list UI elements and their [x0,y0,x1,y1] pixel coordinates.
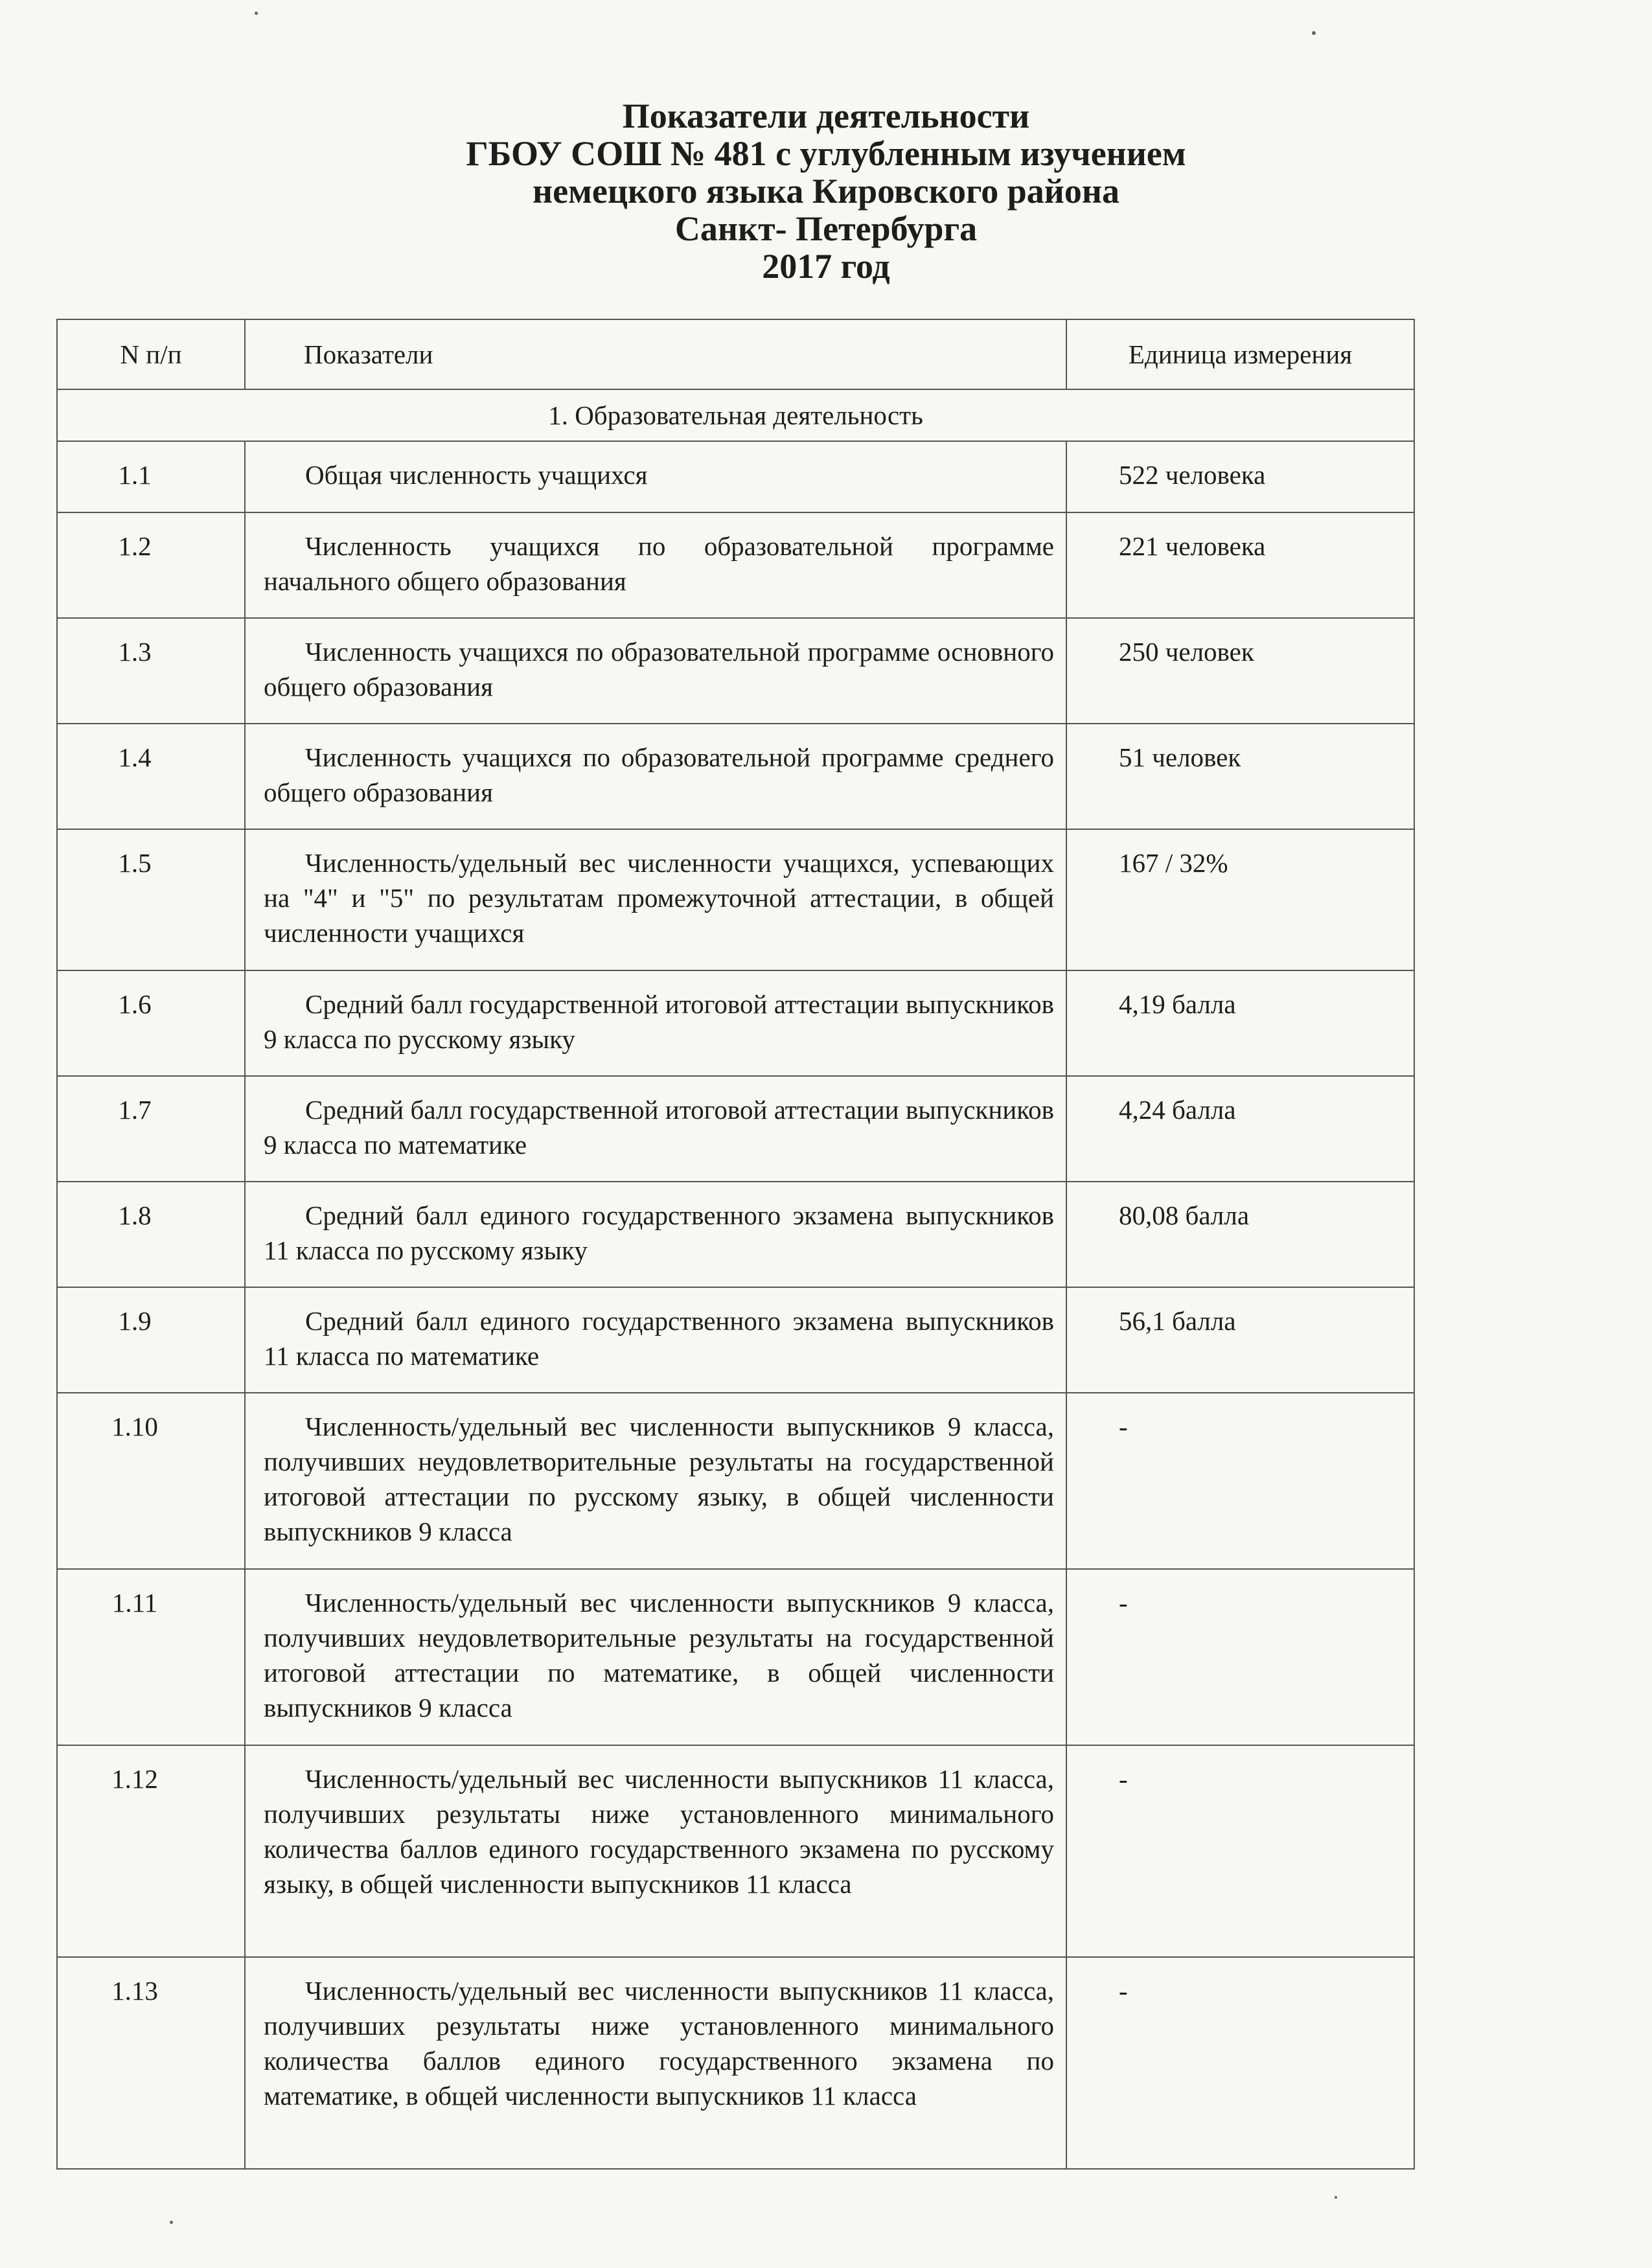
row-num: 1.12 [57,1745,245,1957]
table-row [57,1076,1414,1182]
table-row [57,724,1414,829]
table-row [57,970,1414,1076]
title-line-5: 2017 год [762,247,890,286]
scan-speck [1335,2196,1337,2199]
row-unit: 80,08 балла [1066,1182,1414,1287]
header-num: N п/п [57,319,245,389]
table-row [57,1957,1414,2169]
row-num: 1.6 [57,970,245,1076]
row-num: 1.10 [57,1393,245,1569]
row-indicator: Средний балл единого государственного экзамена выпускников 11 класса по математике [245,1287,1066,1393]
table-row [57,1569,1414,1745]
header-indicator: Показатели [245,319,1066,389]
scan-speck [1312,31,1316,35]
row-num: 1.7 [57,1076,245,1182]
row-indicator: Численность/удельный вес численности выпускников 11 класса, получивших результаты ниже установленного минимального количества баллов единого государственного экзамена по математике, в общей численности выпускников 11 класса [245,1957,1066,2169]
row-unit: - [1066,1569,1414,1745]
title-line-2: ГБОУ СОШ № 481 с углубленным изучением [466,134,1186,173]
row-unit: 56,1 балла [1066,1287,1414,1393]
row-unit: 51 человек [1066,724,1414,829]
document-title [0,97,1652,285]
row-indicator: Общая численность учащихся [245,441,1066,512]
table-header-row [57,319,1414,389]
table-row [57,1287,1414,1393]
row-indicator: Численность/удельный вес численности выпускников 9 класса, получивших неудовлетворительные результаты на государственной итоговой аттестации по русскому языку, в общей численности выпускников 9 класса [245,1393,1066,1569]
row-unit: 522 человека [1066,441,1414,512]
row-unit: 250 человек [1066,618,1414,724]
row-indicator: Численность учащихся по образовательной программе среднего общего образования [245,724,1066,829]
title-line-4: Санкт- Петербурга [674,209,978,248]
table-row [57,829,1414,970]
row-indicator: Средний балл государственной итоговой аттестации выпускников 9 класса по математике [245,1076,1066,1182]
row-unit: 221 человека [1066,512,1414,618]
section-title: 1. Образовательная деятельность [57,389,1414,441]
row-unit: 4,19 балла [1066,970,1414,1076]
header-unit: Единица измерения [1066,319,1414,389]
section-row [57,389,1414,441]
row-unit: - [1066,1957,1414,2169]
row-num: 1.4 [57,724,245,829]
row-num: 1.8 [57,1182,245,1287]
row-num: 1.3 [57,618,245,724]
row-indicator: Численность учащихся по образовательной программе начального общего образования [245,512,1066,618]
row-num: 1.1 [57,441,245,512]
table-row [57,1393,1414,1569]
row-indicator: Средний балл единого государственного экзамена выпускников 11 класса по русскому языку [245,1182,1066,1287]
row-indicator: Численность/удельный вес численности выпускников 9 класса, получивших неудовлетворительные результаты на государственной итоговой аттестации по математике, в общей численности выпускников 9 класса [245,1569,1066,1745]
title-line-1: Показатели деятельности [622,97,1030,135]
row-indicator: Средний балл государственной итоговой аттестации выпускников 9 класса по русскому языку [245,970,1066,1076]
scan-speck [255,12,258,15]
row-unit: 167 / 32% [1066,829,1414,970]
table-row [57,618,1414,724]
scan-speck [170,2221,173,2224]
row-num: 1.13 [57,1957,245,2169]
row-indicator: Численность/удельный вес численности учащихся, успевающих на "4" и "5" по результатам промежуточной аттестации, в общей численности учащихся [245,829,1066,970]
row-num: 1.11 [57,1569,245,1745]
table-row [57,1745,1414,1957]
row-indicator: Численность/удельный вес численности выпускников 11 класса, получивших результаты ниже установленного минимального количества баллов единого государственного экзамена по русскому языку, в общей численности выпускников 11 класса [245,1745,1066,1957]
title-line-3: немецкого языка Кировского района [533,172,1119,211]
row-num: 1.9 [57,1287,245,1393]
table-row [57,1182,1414,1287]
row-unit: - [1066,1393,1414,1569]
row-num: 1.5 [57,829,245,970]
table-row [57,441,1414,512]
row-unit: 4,24 балла [1066,1076,1414,1182]
row-unit: - [1066,1745,1414,1957]
table-row [57,512,1414,618]
indicators-table [56,319,1415,2170]
row-num: 1.2 [57,512,245,618]
row-indicator: Численность учащихся по образовательной программе основного общего образования [245,618,1066,724]
